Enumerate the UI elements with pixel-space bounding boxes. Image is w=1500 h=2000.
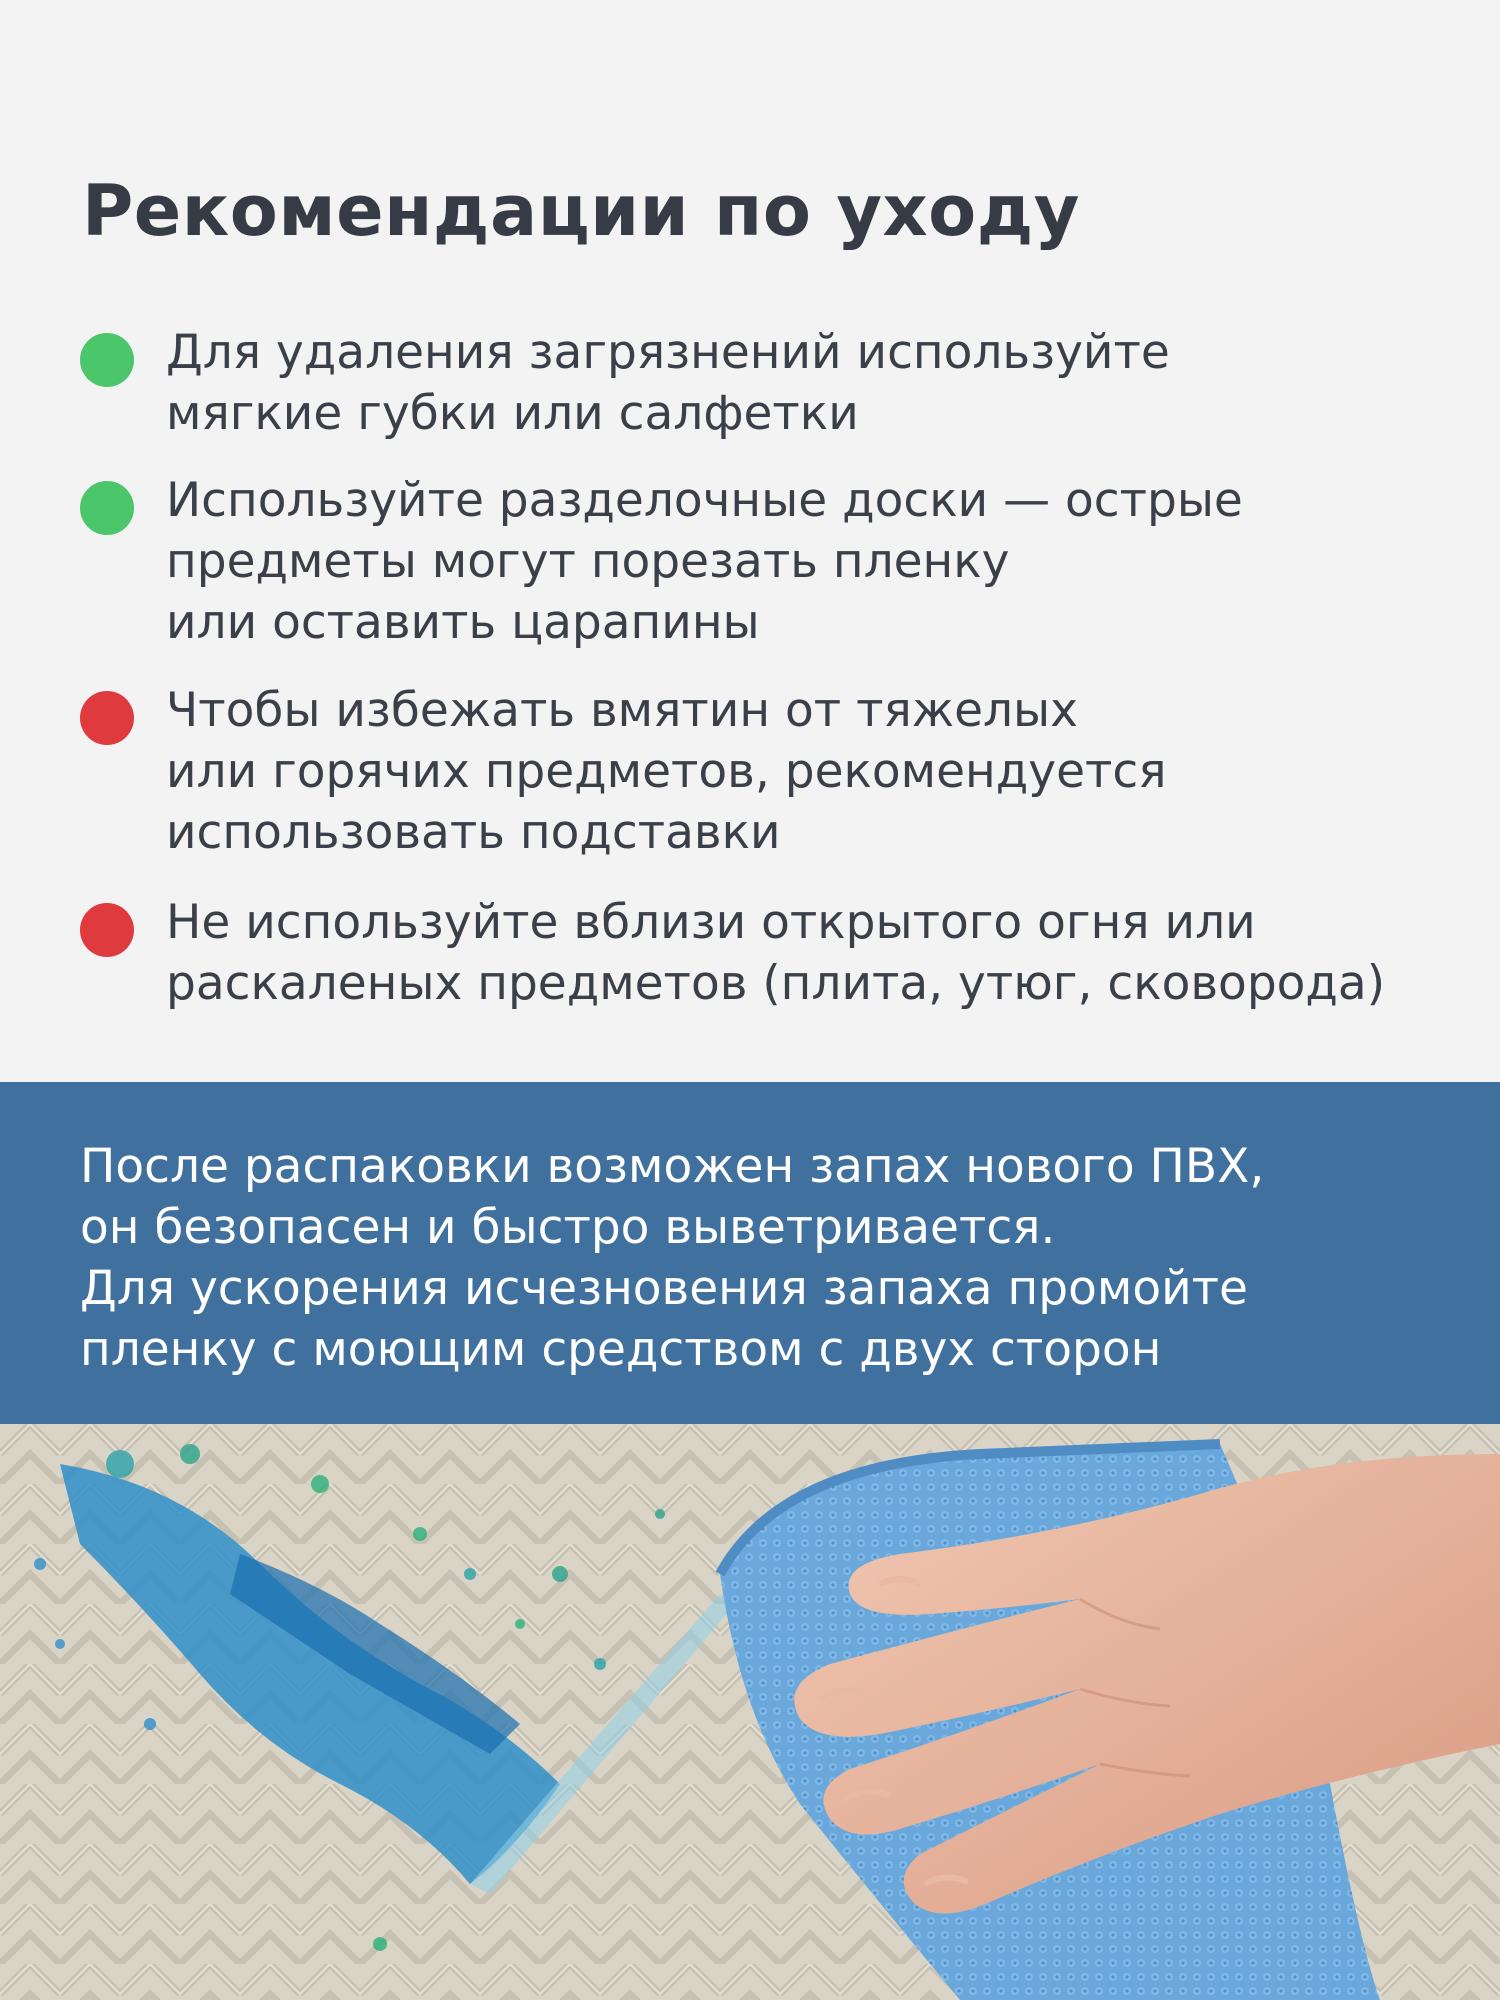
care-item-text: Чтобы избежать вмятин от тяжелых или горячих предметов, рекомендуется использовать подставки [166, 683, 1167, 860]
odor-notice-banner [0, 1082, 1500, 1424]
red-dot-icon [80, 903, 134, 957]
hand-wiping-surface-illustration [0, 1424, 1500, 2000]
care-item-text: Используйте разделочные доски — острые предметы могут порезать пленку или оставить царапины [166, 473, 1243, 650]
odor-notice-text: После распаковки возможен запах нового ПВХ, он безопасен и быстро выветривается. Для ускорения исчезновения запаха промойте пленку с моющим средством с двух сторон [80, 1139, 1265, 1377]
green-dot-icon [80, 333, 134, 387]
care-item-text: Для удаления загрязнений используйте мягкие губки или салфетки [166, 325, 1170, 441]
page-title: Рекомендации по уходу [82, 170, 1080, 252]
cleaning-photo [0, 1424, 1500, 2000]
care-item-text: Не используйте вблизи открытого огня или раскаленых предметов (плита, утюг, сковорода) [166, 895, 1386, 1011]
red-dot-icon [80, 691, 134, 745]
green-dot-icon [80, 481, 134, 535]
